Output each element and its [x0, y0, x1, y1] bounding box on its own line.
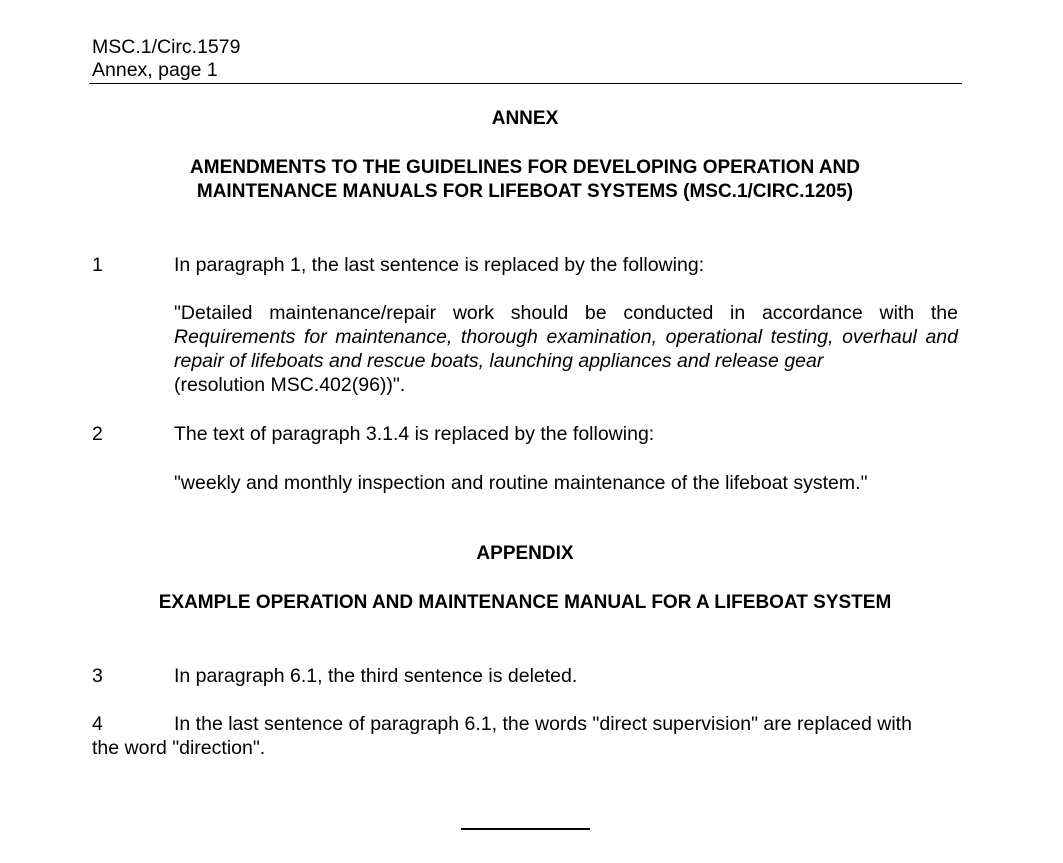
para-1-quote-start: "Detailed maintenance/repair work should be conducted in accordance with the — [174, 302, 958, 324]
para-1-quote — [174, 301, 958, 397]
para-3-number: 3 — [92, 665, 103, 687]
para-1-quote-end: (resolution MSC.402(96))". — [174, 374, 406, 396]
para-4-text-line-2: the word "direction". — [92, 737, 266, 759]
appendix-title: EXAMPLE OPERATION AND MAINTENANCE MANUAL FOR A LIFEBOAT SYSTEM — [158, 592, 892, 613]
header-rule — [89, 83, 962, 84]
para-1-quote-italic: Requirements for maintenance, thorough examination, operational testing, overhaul and repair of lifeboats and rescue boats, launching appliances and release gear — [174, 326, 958, 372]
annex-title-line-2: MAINTENANCE MANUALS FOR LIFEBOAT SYSTEMS (MSC.1/CIRC.1205) — [196, 181, 854, 202]
appendix-heading: APPENDIX — [476, 543, 574, 564]
annex-title-line-1: AMENDMENTS TO THE GUIDELINES FOR DEVELOPING OPERATION AND — [190, 157, 860, 178]
page-header — [92, 36, 240, 82]
para-3-text: In paragraph 6.1, the third sentence is deleted. — [174, 665, 578, 687]
para-2-text: The text of paragraph 3.1.4 is replaced by the following: — [174, 423, 655, 445]
page-reference: Annex, page 1 — [92, 59, 218, 81]
doc-reference: MSC.1/Circ.1579 — [92, 36, 241, 58]
para-1-number: 1 — [92, 254, 103, 276]
para-2-number: 2 — [92, 423, 103, 445]
annex-heading: ANNEX — [491, 108, 559, 129]
para-1-text: In paragraph 1, the last sentence is replaced by the following: — [174, 254, 705, 276]
para-4-number: 4 — [92, 713, 103, 735]
para-4-text-line-1: In the last sentence of paragraph 6.1, the words "direct supervision" are replaced with — [174, 713, 912, 735]
para-2-quote: "weekly and monthly inspection and routine maintenance of the lifeboat system." — [174, 472, 868, 494]
annex-title — [92, 156, 958, 204]
end-rule — [461, 828, 590, 830]
